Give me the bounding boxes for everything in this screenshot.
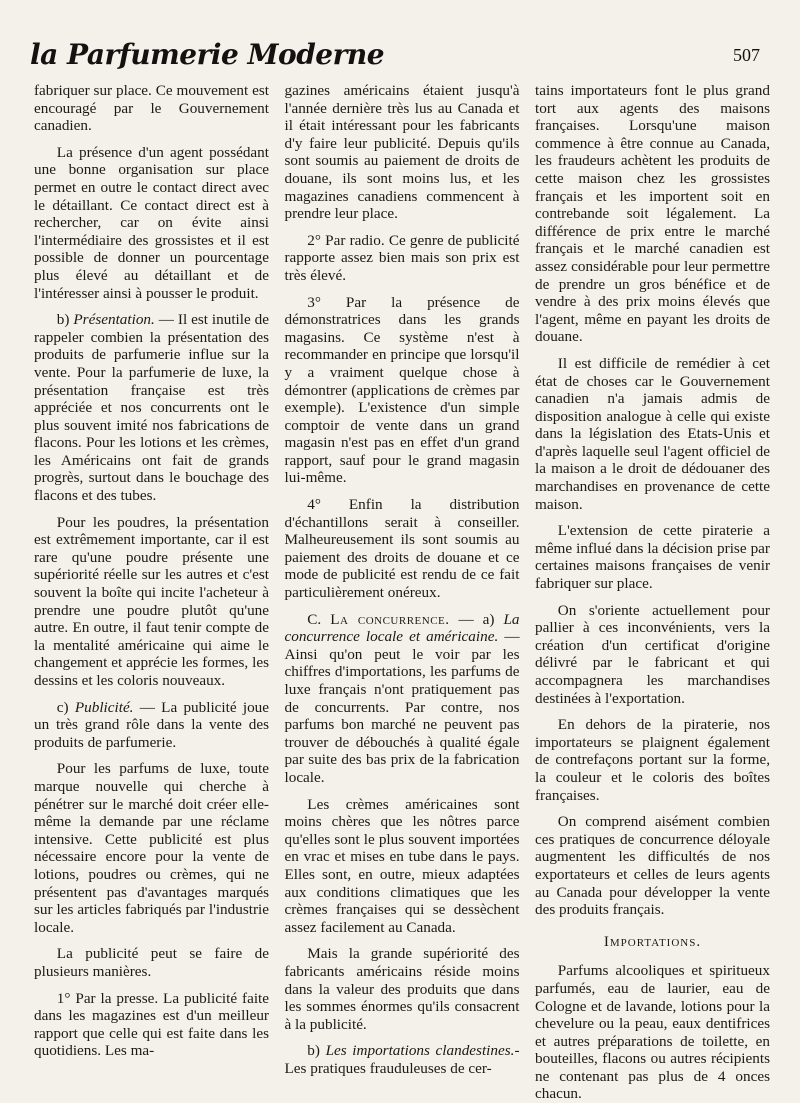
paragraph: gazines américains étaient jusqu'à l'année dernière très lus au Canada et il était intéressant pour les fabricants d'y faire leur publicité. Depuis qu'ils sont soumis au paiement de droits de douane, ils sont moins lus, et les magazines canadiens commencent à prendre leur place. xyxy=(284,82,520,223)
list-label: c) xyxy=(56,698,75,716)
paragraph: Pour les parfums de luxe, toute marque nouvelle qui cherche à pénétrer sur le marché doit créer elle-même la demande par une réclame intensive. Cette publicité est plus nécessaire encore pour la vente de lotions, poudres ou crèmes, qui ne présentent pas d'avantages marqués sur les articles fabriqués par l'industrie locale. xyxy=(34,760,269,936)
paragraph-text: — La publicité joue un très grand rôle dans la vente des produits de parfumerie. xyxy=(34,698,269,751)
paragraph: Mais la grande supériorité des fabricants américains réside moins dans la valeur des produits que dans les sommes énormes qu'ils consacrent à la publicité. xyxy=(284,945,520,1033)
section-title: Publicité. xyxy=(74,698,134,716)
page-number: 507 xyxy=(733,45,760,65)
paragraph: Les crèmes américaines sont moins chères que les nôtres parce qu'elles sont le plus souvent importées en vrac et mises en tube dans le pays. Elles sont, en outre, mieux adaptées aux conditions climatiques que les crèmes françaises qui se dessèchent assez facilement au Canada. xyxy=(284,795,520,936)
column-3 xyxy=(535,82,770,1103)
masthead-logo: la Parfumerie Moderne xyxy=(30,38,385,71)
list-label: — a) xyxy=(449,610,504,628)
paragraph: La présence d'un agent possédant une bonne organisation sur place permet en outre le contact direct avec le détaillant. Ce contact direct est à rechercher, car on évite ainsi l'intermédiaire des grossistes et il est possible de donner un pourcentage plus élevé au détaillant et de l'intéresser ainsi à pousser le produit. xyxy=(34,143,269,302)
section-title: Les importations clandestines. xyxy=(325,1042,515,1060)
paragraph: 4° Enfin la distribution d'échantillons serait à conseiller. Malheureusement ils sont soumis au paiement des droits de douane et ce mode de publicité est rendu de ce fait particulièrement onéreux. xyxy=(284,496,520,602)
section-heading: La concurrence. xyxy=(330,610,450,628)
list-label: b) xyxy=(307,1042,326,1060)
paragraph: On comprend aisément combien ces pratiques de concurrence déloyale augmentent les difficultés de nos exportateurs et celles de leurs agents au Canada pour développer la vente des produits français. xyxy=(535,813,770,919)
paragraph: Il est difficile de remédier à cet état de choses car le Gouvernement canadien n'a jamais admis de disposition analogue à celle qui existe dans la législation des Etats-Unis et d'après laquelle seul l'agent officiel de la maison a le droit de dédouaner des marchandises en provenance de cette maison. xyxy=(535,354,770,513)
paragraph-text: — Ainsi qu'on peut le voir par les chiffres d'importations, les parfums de luxe français n'ont pratiquement pas de concurrents. Par contre, nos parfums bon marché ne peuvent pas trouver de débouchés à qualité égale par suite des bas prix de la fabrication locale. xyxy=(284,628,520,786)
paragraph: L'extension de cette piraterie a même influé dans la décision prise par certaines maisons françaises de venir fabriquer sur place. xyxy=(535,522,770,593)
list-label: b) xyxy=(56,311,74,329)
paragraph: fabriquer sur place. Ce mouvement est encouragé par le Gouvernement canadien. xyxy=(34,82,269,135)
paragraph: On s'oriente actuellement pour pallier à ces inconvénients, vers la création d'un certificat d'origine délivré par le fabricant et qui accompagnera les marchandises destinées à l'exportation. xyxy=(535,601,770,707)
paragraph: La publicité peut se faire de plusieurs manières. xyxy=(34,945,269,980)
paragraph: 1° Par la presse. La publicité faite dans les magazines est d'un meilleur rapport que celle qui est faite dans les quotidiens. Les ma- xyxy=(34,989,269,1060)
paragraph-text: — Il est inutile de rappeler combien la présentation des produits de parfumerie influe sur la vente. Pour la parfumerie de luxe, la présentation française est très appréciée et nos concurrents ont le plus souvent imité nos fabrications de flacons. Pour les lotions et les crèmes, les Américains ont fait de grands progrès, surtout dans le bouchage des flacons et des tubes. xyxy=(34,311,269,505)
paragraph: En dehors de la piraterie, nos importateurs se plaignent également de contrefaçons portant sur la forme, la couleur et le coloris des boîtes françaises. xyxy=(535,716,770,804)
paragraph-concurrence xyxy=(285,611,520,787)
article-body xyxy=(34,82,770,1103)
paragraph-text: - Les pratiques frauduleuses de cer- xyxy=(284,1042,520,1077)
paragraph: tains importateurs font le plus grand tort aux agents des maisons françaises. Lorsqu'une maison commence à être connue au Canada, les fraudeurs achètent les produits de cette maison chez les grossistes français et les importent soit en contrebande soit légalement. La différence de prix entre le marché français et le marché canadien est assez considérable pour leur permettre de prendre un gros bénéfice et de vendre à des prix moins élevés que l'agent, même en payant les droits de douane. xyxy=(535,82,770,346)
paragraph: Pour les poudres, la présentation est extrêmement importante, car il est rare qu'une poudre présente une supériorité réelle sur les autres et c'est souvent la boîte qui incite l'acheteur à prendre une poudre plutôt qu'une autre. En outre, il faut tenir compte de la mentalité américaine qui aime le changement et apprécie les formes, les dessins et les coloris nouveaux. xyxy=(34,513,269,689)
paragraph: 2° Par radio. Ce genre de publicité rapporte assez bien mais son prix est très élevé. xyxy=(284,231,520,284)
column-2 xyxy=(284,82,520,1077)
paragraph-presentation xyxy=(34,311,269,505)
paragraph-publicite xyxy=(34,699,269,752)
list-label: C. xyxy=(307,610,331,628)
section-title: La concurrence locale et américaine. xyxy=(284,610,520,646)
section-heading-importations: Importations. xyxy=(603,932,702,950)
paragraph: 3° Par la présence de démonstratrices dans les grands magasins. Ce système n'est à recommander en principe que lorsqu'il y a vraiment quelque chose à démontrer (applications de crèmes par exemple). L'existence d'un simple comptoir de vente dans un grand magasin n'est pas en effet d'un grand rapport, sauf pour le grand magasin lui-même. xyxy=(284,293,520,487)
paragraph-importations-clandestines xyxy=(285,1042,520,1077)
section-title: Présentation. xyxy=(73,311,155,329)
column-1 xyxy=(34,82,269,1060)
paragraph: Parfums alcooliques et spiritueux parfumés, eau de laurier, eau de Cologne et de lavande, lotions pour la chevelure ou la peau, eaux dentifrices et autres préparations de toilette, en bouteilles, flacons ou autres récipients ne contenant pas plus de 4 onces chacun. xyxy=(535,962,770,1103)
